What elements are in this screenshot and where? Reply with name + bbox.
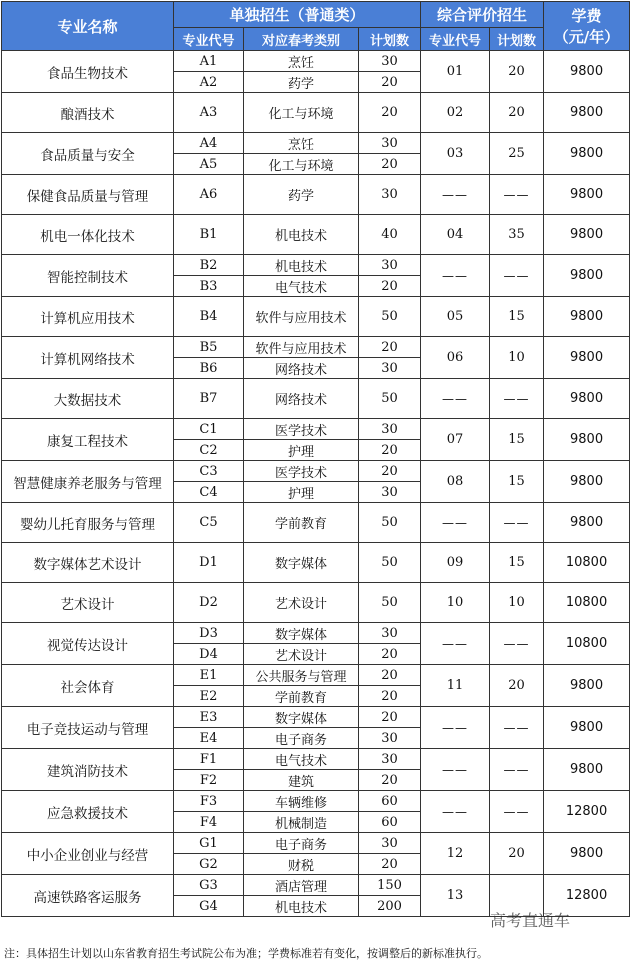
major-code: A4: [174, 133, 244, 154]
major-name: 视觉传达设计: [2, 623, 174, 665]
plan-count: 50: [359, 583, 421, 623]
major-code: G4: [174, 896, 244, 917]
major-name: 婴幼儿托育服务与管理: [2, 503, 174, 543]
header-tuition-line2: （元/年）: [553, 28, 620, 46]
major-code: D2: [174, 583, 244, 623]
enrollment-plan-table: [1, 1, 630, 917]
plan-count: 20: [359, 154, 421, 175]
major-code: A2: [174, 72, 244, 93]
major-code: B6: [174, 358, 244, 379]
exam-category: 酒店管理: [244, 875, 359, 896]
tuition: 9800: [544, 833, 630, 875]
comprehensive-code: 08: [421, 461, 490, 503]
major-name: 康复工程技术: [2, 419, 174, 461]
major-code: B3: [174, 276, 244, 297]
table-row: [2, 297, 630, 337]
plan-count: 50: [359, 503, 421, 543]
major-code: G1: [174, 833, 244, 854]
plan-count: 20: [359, 93, 421, 133]
table-row: [2, 543, 630, 583]
tuition: 9800: [544, 175, 630, 215]
tuition: 9800: [544, 255, 630, 297]
comprehensive-plan: ——: [490, 791, 544, 833]
comprehensive-code: 01: [421, 51, 490, 93]
comprehensive-code: ——: [421, 175, 490, 215]
major-name: 食品生物技术: [2, 51, 174, 93]
comprehensive-code: 03: [421, 133, 490, 175]
tuition: 9800: [544, 419, 630, 461]
major-name: 机电一体化技术: [2, 215, 174, 255]
major-code: B2: [174, 255, 244, 276]
table-row: [2, 707, 630, 728]
table-row: [2, 749, 630, 770]
comprehensive-code: 02: [421, 93, 490, 133]
header-separate-enrollment: 单独招生（普通类）: [174, 2, 421, 28]
table-row: [2, 337, 630, 358]
exam-category: 艺术设计: [244, 583, 359, 623]
plan-count: 30: [359, 419, 421, 440]
major-code: F4: [174, 812, 244, 833]
major-name: 大数据技术: [2, 379, 174, 419]
comprehensive-plan: ——: [490, 175, 544, 215]
plan-count: 20: [359, 72, 421, 93]
plan-count: 30: [359, 51, 421, 72]
exam-category: 化工与环境: [244, 93, 359, 133]
major-code: C1: [174, 419, 244, 440]
comprehensive-plan: 25: [490, 133, 544, 175]
header-tuition: [544, 2, 630, 51]
major-code: B1: [174, 215, 244, 255]
major-name: 智慧健康养老服务与管理: [2, 461, 174, 503]
plan-count: 20: [359, 686, 421, 707]
exam-category: 电子商务: [244, 833, 359, 854]
major-code: A5: [174, 154, 244, 175]
header-tuition-line1: 学费: [571, 7, 602, 25]
major-name: 食品质量与安全: [2, 133, 174, 175]
major-code: F3: [174, 791, 244, 812]
comprehensive-code: ——: [421, 503, 490, 543]
plan-count: 30: [359, 482, 421, 503]
exam-category: 数字媒体: [244, 543, 359, 583]
comprehensive-code: ——: [421, 749, 490, 791]
major-code: C5: [174, 503, 244, 543]
comprehensive-plan: 15: [490, 297, 544, 337]
major-code: C3: [174, 461, 244, 482]
plan-count: 30: [359, 833, 421, 854]
major-code: E1: [174, 665, 244, 686]
exam-category: 药学: [244, 175, 359, 215]
plan-count: 30: [359, 175, 421, 215]
major-name: 酿酒技术: [2, 93, 174, 133]
major-name: 保健食品质量与管理: [2, 175, 174, 215]
plan-count: 30: [359, 623, 421, 644]
exam-category: 学前教育: [244, 503, 359, 543]
major-code: F1: [174, 749, 244, 770]
plan-count: 50: [359, 297, 421, 337]
exam-category: 网络技术: [244, 379, 359, 419]
major-code: E3: [174, 707, 244, 728]
plan-count: 30: [359, 358, 421, 379]
table-row: [2, 461, 630, 482]
comprehensive-code: ——: [421, 707, 490, 749]
comprehensive-code: 09: [421, 543, 490, 583]
tuition: 9800: [544, 707, 630, 749]
plan-count: 50: [359, 379, 421, 419]
comprehensive-code: 05: [421, 297, 490, 337]
table-row: [2, 215, 630, 255]
table-row: [2, 665, 630, 686]
major-code: D4: [174, 644, 244, 665]
major-name: 数字媒体艺术设计: [2, 543, 174, 583]
major-code: B7: [174, 379, 244, 419]
table-row: [2, 93, 630, 133]
plan-count: 20: [359, 707, 421, 728]
major-code: B4: [174, 297, 244, 337]
header-plan-count-2: 计划数: [490, 28, 544, 51]
tuition: 9800: [544, 337, 630, 379]
major-name: 社会体育: [2, 665, 174, 707]
table-row: [2, 255, 630, 276]
comprehensive-plan: 15: [490, 461, 544, 503]
table-row: [2, 51, 630, 72]
plan-count: 20: [359, 854, 421, 875]
comprehensive-code: ——: [421, 623, 490, 665]
exam-category: 电气技术: [244, 749, 359, 770]
major-name: 电子竞技运动与管理: [2, 707, 174, 749]
major-code: A3: [174, 93, 244, 133]
comprehensive-plan: 15: [490, 419, 544, 461]
tuition: 12800: [544, 791, 630, 833]
table-body: [2, 51, 630, 917]
comprehensive-plan: 20: [490, 51, 544, 93]
tuition: 12800: [544, 875, 630, 917]
major-name: 高速铁路客运服务: [2, 875, 174, 917]
plan-count: 20: [359, 770, 421, 791]
plan-count: 20: [359, 665, 421, 686]
major-name: 智能控制技术: [2, 255, 174, 297]
major-code: G3: [174, 875, 244, 896]
exam-category: 电气技术: [244, 276, 359, 297]
header-major-name: 专业名称: [2, 2, 174, 51]
tuition: 9800: [544, 379, 630, 419]
comprehensive-plan: ——: [490, 749, 544, 791]
tuition: 9800: [544, 503, 630, 543]
comprehensive-plan: ——: [490, 623, 544, 665]
major-name: 应急救援技术: [2, 791, 174, 833]
exam-category: 财税: [244, 854, 359, 875]
exam-category: 学前教育: [244, 686, 359, 707]
comprehensive-plan: 20: [490, 833, 544, 875]
comprehensive-code: ——: [421, 791, 490, 833]
tuition: 9800: [544, 133, 630, 175]
comprehensive-code: 04: [421, 215, 490, 255]
table-row: [2, 503, 630, 543]
exam-category: 医学技术: [244, 419, 359, 440]
major-code: D3: [174, 623, 244, 644]
plan-count: 20: [359, 440, 421, 461]
tuition: 9800: [544, 461, 630, 503]
tuition: 9800: [544, 215, 630, 255]
plan-count: 60: [359, 812, 421, 833]
exam-category: 机电技术: [244, 896, 359, 917]
header-comprehensive-enrollment: 综合评价招生: [421, 2, 544, 28]
comprehensive-plan: 35: [490, 215, 544, 255]
watermark: 高考直通车: [490, 911, 571, 930]
exam-category: 网络技术: [244, 358, 359, 379]
table-row: [2, 791, 630, 812]
exam-category: 软件与应用技术: [244, 297, 359, 337]
major-name: 建筑消防技术: [2, 749, 174, 791]
exam-category: 数字媒体: [244, 707, 359, 728]
header-major-code: 专业代号: [174, 28, 244, 51]
plan-count: 60: [359, 791, 421, 812]
table-row: [2, 833, 630, 854]
exam-category: 药学: [244, 72, 359, 93]
tuition: 10800: [544, 623, 630, 665]
header-exam-category: 对应春考类别: [244, 28, 359, 51]
exam-category: 医学技术: [244, 461, 359, 482]
exam-category: 建筑: [244, 770, 359, 791]
comprehensive-code: 12: [421, 833, 490, 875]
plan-count: 20: [359, 644, 421, 665]
major-name: 计算机网络技术: [2, 337, 174, 379]
exam-category: 机电技术: [244, 255, 359, 276]
plan-count: 30: [359, 133, 421, 154]
comprehensive-plan: 20: [490, 665, 544, 707]
exam-category: 艺术设计: [244, 644, 359, 665]
footnote: 注：具体招生计划以山东省教育招生考试院公布为准；学费标准若有变化，按调整后的新标准执行。: [4, 947, 488, 960]
comprehensive-plan: ——: [490, 255, 544, 297]
plan-count: 200: [359, 896, 421, 917]
major-code: F2: [174, 770, 244, 791]
comprehensive-plan: 10: [490, 583, 544, 623]
exam-category: 车辆维修: [244, 791, 359, 812]
comprehensive-code: ——: [421, 255, 490, 297]
plan-count: 20: [359, 276, 421, 297]
table-row: [2, 379, 630, 419]
comprehensive-plan: ——: [490, 503, 544, 543]
comprehensive-plan: ——: [490, 707, 544, 749]
plan-count: 30: [359, 749, 421, 770]
comprehensive-plan: 20: [490, 93, 544, 133]
major-code: G2: [174, 854, 244, 875]
comprehensive-code: 06: [421, 337, 490, 379]
tuition: 9800: [544, 749, 630, 791]
comprehensive-plan: ——: [490, 379, 544, 419]
comprehensive-code: 11: [421, 665, 490, 707]
plan-count: 30: [359, 255, 421, 276]
comprehensive-plan: 10: [490, 337, 544, 379]
exam-category: 机械制造: [244, 812, 359, 833]
major-code: B5: [174, 337, 244, 358]
exam-category: 护理: [244, 482, 359, 503]
exam-category: 烹饪: [244, 133, 359, 154]
plan-count: 20: [359, 461, 421, 482]
exam-category: 数字媒体: [244, 623, 359, 644]
comprehensive-code: 13: [421, 875, 490, 917]
major-code: C4: [174, 482, 244, 503]
tuition: 9800: [544, 93, 630, 133]
exam-category: 电子商务: [244, 728, 359, 749]
tuition: 9800: [544, 51, 630, 93]
exam-category: 机电技术: [244, 215, 359, 255]
plan-count: 30: [359, 728, 421, 749]
table-row: [2, 175, 630, 215]
exam-category: 烹饪: [244, 51, 359, 72]
plan-count: 40: [359, 215, 421, 255]
major-name: 中小企业创业与经营: [2, 833, 174, 875]
major-code: D1: [174, 543, 244, 583]
major-code: A1: [174, 51, 244, 72]
plan-count: 50: [359, 543, 421, 583]
tuition: 9800: [544, 665, 630, 707]
tuition: 10800: [544, 543, 630, 583]
comprehensive-code: ——: [421, 379, 490, 419]
exam-category: 软件与应用技术: [244, 337, 359, 358]
exam-category: 护理: [244, 440, 359, 461]
table-row: [2, 875, 630, 896]
major-name: 计算机应用技术: [2, 297, 174, 337]
exam-category: 化工与环境: [244, 154, 359, 175]
major-code: A6: [174, 175, 244, 215]
comprehensive-code: 07: [421, 419, 490, 461]
exam-category: 公共服务与管理: [244, 665, 359, 686]
plan-count: 20: [359, 337, 421, 358]
tuition: 9800: [544, 297, 630, 337]
header-major-code-2: 专业代号: [421, 28, 490, 51]
header-plan-count: 计划数: [359, 28, 421, 51]
tuition: 10800: [544, 583, 630, 623]
major-code: C2: [174, 440, 244, 461]
table-row: [2, 133, 630, 154]
major-name: 艺术设计: [2, 583, 174, 623]
comprehensive-code: 10: [421, 583, 490, 623]
table-row: [2, 583, 630, 623]
major-code: E4: [174, 728, 244, 749]
table-row: [2, 623, 630, 644]
table-row: [2, 419, 630, 440]
plan-count: 150: [359, 875, 421, 896]
major-code: E2: [174, 686, 244, 707]
comprehensive-plan: 15: [490, 543, 544, 583]
